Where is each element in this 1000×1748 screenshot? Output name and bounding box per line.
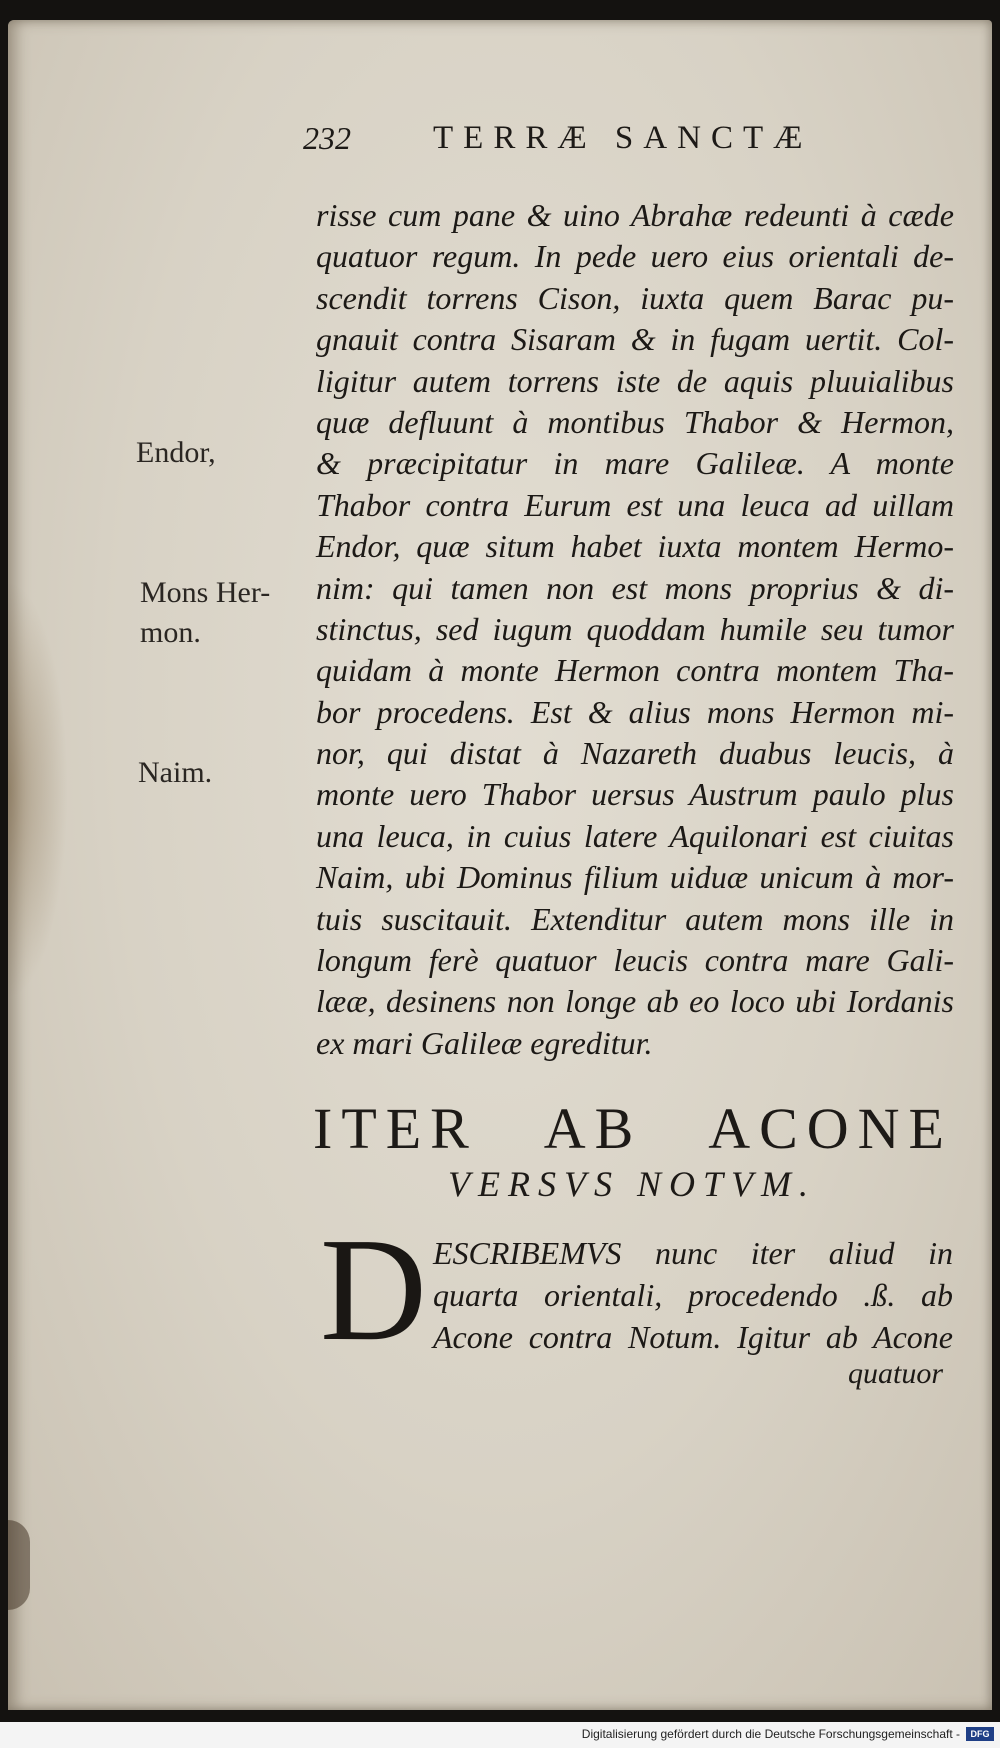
body-text	[316, 195, 954, 1064]
page-number: 232	[303, 120, 351, 156]
text-line: quidam à monte Hermon contra montem Tha-	[316, 652, 954, 689]
text-line: & præcipitatur in mare Galileæ. A monte	[316, 445, 954, 482]
text-line: quatuor regum. In pede uero eius orientali de-	[316, 238, 954, 275]
margin-note-mon: mon.	[140, 616, 201, 649]
text-line: quæ defluunt à montibus Thabor & Hermon,	[316, 403, 954, 440]
section-heading: ITER AB ACONE	[313, 1096, 953, 1161]
text-line: monte uero Thabor uersus Austrum paulo plus	[316, 776, 954, 813]
running-head: TERRÆ SANCTÆ	[433, 120, 813, 156]
text-line: ex mari Galileæ egreditur.	[316, 1024, 653, 1061]
footer-bar	[0, 1722, 1000, 1748]
text-line: Thabor contra Eurum est una leuca ad uillam	[316, 486, 954, 523]
drop-cap: D	[320, 1208, 427, 1372]
book-page	[8, 20, 992, 1710]
dfg-logo[interactable]: DFG	[966, 1727, 994, 1741]
text-line: gnauit contra Sisaram & in fugam uertit. Col-	[316, 321, 954, 358]
text-line: Acone contra Notum. Igitur ab Acone	[433, 1319, 953, 1355]
text-line: Naim, ubi Dominus filium uiduæ unicum à mor-	[316, 859, 954, 896]
section-paragraph	[433, 1232, 953, 1358]
text-line: ESCRIBEMVS nunc iter aliud in	[433, 1235, 953, 1271]
text-line: nor, qui distat à Nazareth duabus leucis, à	[316, 735, 954, 772]
margin-note-endor: Endor,	[136, 436, 216, 469]
text-line: scendit torrens Cison, iuxta quem Barac pu-	[316, 279, 954, 316]
margin-note-naim: Naim.	[138, 756, 213, 789]
text-line: lææ, desinens non longe ab eo loco ubi Iordanis	[316, 983, 954, 1020]
catchword: quatuor	[848, 1357, 944, 1390]
section-subheading: VERSVS NOTVM.	[448, 1164, 816, 1204]
text-line: tuis suscitauit. Extenditur autem mons ille in	[316, 900, 954, 937]
text-line: quarta orientali, procedendo .ß. ab	[433, 1277, 953, 1313]
text-line: ligitur autem torrens iste de aquis pluuialibus	[316, 362, 954, 399]
text-line: risse cum pane & uino Abrahæ redeunti à cæde	[316, 197, 954, 233]
text-line: una leuca, in cuius latere Aquilonari est ciuitas	[316, 817, 954, 854]
margin-note-mons-hermon: Mons Her-	[140, 576, 271, 609]
text-line: stinctus, sed iugum quoddam humile seu tumor	[316, 610, 954, 647]
text-line: nim: qui tamen non est mons proprius & di-	[316, 569, 954, 606]
page-stain	[8, 580, 68, 1000]
footer-credit: Digitalisierung gefördert durch die Deutsche Forschungsgemeinschaft -	[581, 1727, 960, 1741]
text-line: bor procedens. Est & alius mons Hermon mi-	[316, 693, 954, 730]
text-line: longum ferè quatuor leucis contra mare Gali-	[316, 942, 954, 979]
page-edge-mark	[8, 1520, 30, 1610]
text-line: Endor, quæ situm habet iuxta montem Hermo-	[316, 528, 954, 565]
